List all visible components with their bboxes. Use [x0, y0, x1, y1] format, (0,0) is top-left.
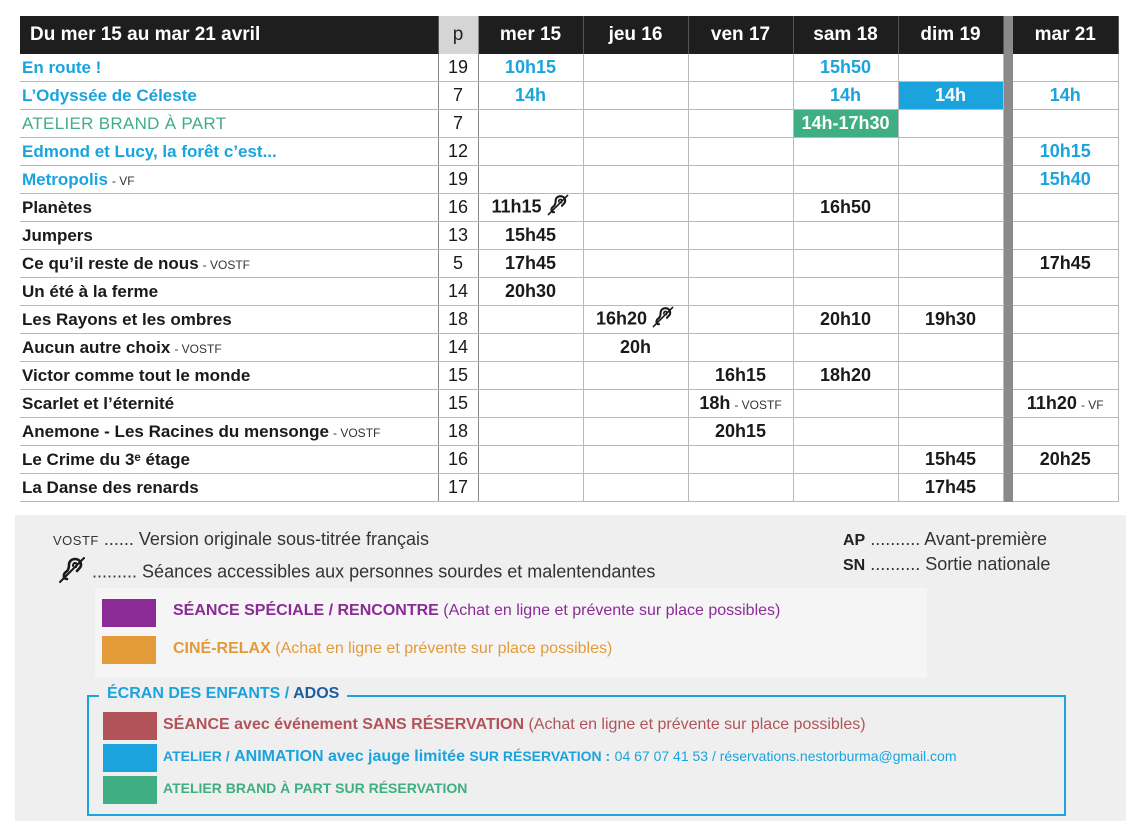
- showtime: 20h30: [504, 281, 557, 301]
- showtime-cell: [898, 474, 1003, 502]
- page-number: 17: [438, 474, 478, 502]
- showtime: 15h50: [819, 57, 872, 77]
- version-note: - VOSTF: [174, 341, 222, 356]
- legend-brand: [163, 780, 467, 796]
- film-title-cell: [20, 194, 438, 222]
- showtime-cell: [793, 362, 898, 390]
- film-row: [20, 390, 1118, 418]
- film-title: Jumpers: [22, 225, 93, 245]
- film-title: Edmond et Lucy, la forêt c’est...: [22, 141, 277, 161]
- film-title: Aucun autre choix: [22, 337, 171, 357]
- film-title-cell: [20, 446, 438, 474]
- film-title-cell: [20, 362, 438, 390]
- hearing-loop-icon: [546, 194, 570, 221]
- showtime-cell: [1013, 446, 1118, 474]
- film-row: [20, 250, 1118, 278]
- showtime-cell: [1013, 138, 1118, 166]
- showtime: 19h30: [924, 309, 977, 329]
- page-column-header: p: [438, 16, 478, 54]
- film-title-cell: [20, 54, 438, 82]
- showtime-cell: [793, 110, 898, 138]
- showtime: 16h50: [819, 197, 872, 217]
- showtime-cell: [898, 306, 1003, 334]
- showtime-cell: [478, 54, 583, 82]
- showtime: 17h45: [1039, 253, 1091, 273]
- version-note: - VOSTF: [202, 257, 250, 272]
- showtime-cell: [688, 82, 793, 110]
- showtime-cell: [478, 250, 583, 278]
- showtime-cell: [583, 166, 688, 194]
- hearing-loop-icon: [651, 306, 675, 333]
- showtime-cell: [583, 278, 688, 306]
- showtime-cell: [688, 250, 793, 278]
- film-title-cell: [20, 278, 438, 306]
- showtime-cell: [898, 138, 1003, 166]
- version-note: - VOSTF: [734, 398, 782, 412]
- film-row: [20, 418, 1118, 446]
- version-note: - VF: [111, 173, 135, 188]
- atelier-swatch: [103, 744, 157, 772]
- film-row: [20, 334, 1118, 362]
- accessibility-description: Séances accessibles aux personnes sourdes et malentendantes: [142, 561, 656, 582]
- leader-dots: ......: [103, 529, 134, 549]
- column-gap: [1003, 166, 1013, 194]
- legend-ap: [843, 529, 1047, 550]
- showtime-cell: [898, 278, 1003, 306]
- showtime-cell: [898, 334, 1003, 362]
- version-note: - VOSTF: [333, 425, 381, 440]
- legend-vostf: [53, 529, 429, 550]
- showtime-cell: [583, 306, 688, 334]
- page-number: 7: [438, 82, 478, 110]
- day-header: sam 18: [793, 16, 898, 54]
- day-header: ven 17: [688, 16, 793, 54]
- showtime: 20h25: [1039, 449, 1091, 469]
- showtime-cell: [1013, 362, 1118, 390]
- showtime: 15h45: [504, 225, 557, 245]
- special-label: SÉANCE SPÉCIALE / RENCONTRE: [173, 602, 439, 619]
- showtime-cell: [898, 390, 1003, 418]
- film-title: Victor comme tout le monde: [22, 365, 251, 385]
- film-title-cell: [20, 418, 438, 446]
- relax-label: CINÉ-RELAX: [173, 640, 271, 657]
- atelier-label: ANIMATION avec jauge limitée: [234, 748, 465, 765]
- showtime: 11h20: [1026, 393, 1077, 413]
- page-number: 14: [438, 278, 478, 306]
- showtime: 20h: [619, 337, 652, 357]
- column-gap: [1003, 278, 1013, 306]
- showtime-cell: [478, 138, 583, 166]
- film-title: Planètes: [22, 197, 92, 217]
- showtime-cell: [478, 166, 583, 194]
- showtime-cell: [793, 166, 898, 194]
- showtime-cell: [1013, 418, 1118, 446]
- column-gap: [1003, 474, 1013, 502]
- ados-title-part: ADOS: [293, 685, 340, 702]
- showtime-cell: [688, 110, 793, 138]
- film-row: [20, 54, 1118, 82]
- film-row: [20, 222, 1118, 250]
- film-title: Un été à la ferme: [22, 281, 159, 301]
- brand-swatch: [103, 776, 157, 804]
- showtime: 14h: [514, 85, 547, 105]
- showtime-cell: [688, 194, 793, 222]
- showtime-cell: [478, 222, 583, 250]
- showtime-cell: [478, 334, 583, 362]
- showtime-cell: [898, 54, 1003, 82]
- showtime: 10h15: [1039, 141, 1091, 161]
- legend-panel: [15, 515, 1126, 821]
- page-number: 13: [438, 222, 478, 250]
- atelier-label: ATELIER /: [163, 748, 230, 764]
- showtime-cell: [478, 418, 583, 446]
- event-note: (Achat en ligne et prévente sur place possibles): [528, 716, 866, 733]
- showtime: 16h20: [595, 308, 648, 329]
- column-gap: [1003, 390, 1013, 418]
- film-title: En route !: [22, 57, 102, 77]
- relax-swatch: [102, 636, 156, 664]
- atelier-contact: 04 67 07 41 53 / réservations.nestorburma@gmail.com: [614, 748, 957, 764]
- column-gap: [1003, 16, 1013, 54]
- column-gap: [1003, 222, 1013, 250]
- showtime-cell: [688, 54, 793, 82]
- page-number: 18: [438, 306, 478, 334]
- page-number: 15: [438, 362, 478, 390]
- showtime: 20h15: [714, 421, 767, 441]
- film-title: Anemone - Les Racines du mensonge: [22, 421, 330, 441]
- showtime-cell: [1013, 194, 1118, 222]
- showtime-cell: [583, 446, 688, 474]
- showtime-cell: [583, 418, 688, 446]
- relax-note: (Achat en ligne et prévente sur place possibles): [275, 640, 613, 657]
- special-swatch: [102, 599, 156, 627]
- film-title: Ce qu’il reste de nous: [22, 253, 199, 273]
- showtime: 16h15: [714, 365, 767, 385]
- showtime-cell: [793, 194, 898, 222]
- showtime-cell: [478, 390, 583, 418]
- column-gap: [1003, 334, 1013, 362]
- showtime-cell: [583, 250, 688, 278]
- film-title-cell: [20, 334, 438, 362]
- showtime: 15h40: [1039, 169, 1091, 189]
- legend-atelier: [163, 748, 957, 766]
- showtime-cell: [793, 222, 898, 250]
- showtime-cell: [583, 362, 688, 390]
- showtime-cell: [688, 334, 793, 362]
- column-gap: [1003, 306, 1013, 334]
- showtime-cell: [793, 82, 898, 110]
- showtime-cell: [793, 418, 898, 446]
- showtime-cell: [478, 82, 583, 110]
- showtime-cell: [898, 446, 1003, 474]
- showtime: 17h45: [924, 477, 977, 497]
- showtime: 14h-17h30: [801, 113, 890, 133]
- showtime-cell: [1013, 278, 1118, 306]
- leader-dots: ..........: [870, 529, 921, 549]
- showtime-cell: [688, 166, 793, 194]
- showtime-cell: [478, 474, 583, 502]
- film-title: Le Crime du 3ᵉ étage: [22, 449, 190, 469]
- film-row: [20, 306, 1118, 334]
- legend-sn: [843, 554, 1050, 575]
- version-note: - VF: [1080, 398, 1104, 412]
- schedule-title: Du mer 15 au mar 21 avril: [20, 16, 438, 54]
- showtime: 10h15: [504, 57, 557, 77]
- showtime-cell: [688, 306, 793, 334]
- legend-accessibility: [53, 557, 655, 588]
- showtime: 18h20: [819, 365, 872, 385]
- showtime-cell: [478, 110, 583, 138]
- film-row: [20, 446, 1118, 474]
- showtime-cell: [688, 278, 793, 306]
- showtime-cell: [1013, 54, 1118, 82]
- showtime-cell: [1013, 82, 1118, 110]
- kids-legend-title: [99, 685, 347, 703]
- film-row: [20, 166, 1118, 194]
- showtime: 15h45: [924, 449, 977, 469]
- showtime: 18h: [699, 393, 731, 413]
- showtime-cell: [793, 138, 898, 166]
- showtime-cell: [583, 222, 688, 250]
- showtime: 14h: [1049, 85, 1081, 105]
- showtime-cell: [898, 222, 1003, 250]
- film-title: La Danse des renards: [22, 477, 199, 497]
- event-label: avec événement: [234, 716, 358, 733]
- showtime-cell: [793, 390, 898, 418]
- showtime-cell: [793, 306, 898, 334]
- showtime: 14h: [934, 85, 967, 105]
- film-row: [20, 362, 1118, 390]
- showtime-cell: [478, 362, 583, 390]
- showtime-cell: [583, 54, 688, 82]
- leader-dots: .........: [92, 561, 138, 582]
- showtime-cell: [898, 194, 1003, 222]
- film-title-cell: [20, 110, 438, 138]
- film-title: Metropolis: [22, 169, 108, 189]
- ap-description: Avant-première: [924, 529, 1048, 549]
- showtime-cell: [583, 390, 688, 418]
- showtime-cell: [688, 222, 793, 250]
- showtime: 20h10: [819, 309, 872, 329]
- film-row: [20, 194, 1118, 222]
- showtime-cell: [898, 166, 1003, 194]
- film-title: ATELIER BRAND À PART: [22, 113, 227, 133]
- showtime-cell: [898, 110, 1003, 138]
- showtime-cell: [583, 110, 688, 138]
- column-gap: [1003, 194, 1013, 222]
- day-header: jeu 16: [583, 16, 688, 54]
- page-number: 14: [438, 334, 478, 362]
- column-gap: [1003, 418, 1013, 446]
- film-title-cell: [20, 474, 438, 502]
- legend-special: [173, 602, 780, 620]
- showtime-cell: [1013, 474, 1118, 502]
- atelier-label: SUR RÉSERVATION :: [469, 748, 611, 764]
- special-note: (Achat en ligne et prévente sur place possibles): [443, 602, 781, 619]
- showtime-cell: [583, 334, 688, 362]
- page-number: 18: [438, 418, 478, 446]
- column-gap: [1003, 110, 1013, 138]
- showtime-cell: [1013, 110, 1118, 138]
- showtime-cell: [583, 194, 688, 222]
- showtime-cell: [793, 278, 898, 306]
- film-row: [20, 138, 1118, 166]
- showtime-cell: [1013, 222, 1118, 250]
- showtime-cell: [478, 194, 583, 222]
- showtime-cell: [898, 250, 1003, 278]
- showtime-cell: [583, 82, 688, 110]
- film-row: [20, 82, 1118, 110]
- page-number: 7: [438, 110, 478, 138]
- column-gap: [1003, 362, 1013, 390]
- film-title-cell: [20, 250, 438, 278]
- film-title-cell: [20, 138, 438, 166]
- page-number: 5: [438, 250, 478, 278]
- header-row: [20, 16, 1118, 54]
- page-number: 15: [438, 390, 478, 418]
- day-header: mar 21: [1013, 16, 1118, 54]
- film-title-cell: [20, 222, 438, 250]
- showtime-cell: [478, 278, 583, 306]
- column-gap: [1003, 82, 1013, 110]
- showtime-cell: [688, 138, 793, 166]
- schedule-table: [20, 16, 1119, 502]
- legend-event: [163, 716, 866, 734]
- showtime-cell: [793, 250, 898, 278]
- showtime-cell: [688, 418, 793, 446]
- column-gap: [1003, 446, 1013, 474]
- showtime-cell: [478, 306, 583, 334]
- event-label: SÉANCE: [163, 716, 230, 733]
- film-row: [20, 474, 1118, 502]
- showtime-cell: [583, 138, 688, 166]
- vostf-key: VOSTF: [53, 533, 99, 548]
- showtime-cell: [793, 54, 898, 82]
- showtime-cell: [793, 334, 898, 362]
- film-title: Les Rayons et les ombres: [22, 309, 232, 329]
- column-gap: [1003, 250, 1013, 278]
- showtime-cell: [1013, 306, 1118, 334]
- day-header: mer 15: [478, 16, 583, 54]
- showtime-cell: [688, 474, 793, 502]
- film-title: Scarlet et l’éternité: [22, 393, 175, 413]
- column-gap: [1003, 138, 1013, 166]
- showtime-cell: [688, 446, 793, 474]
- showtime-cell: [793, 474, 898, 502]
- page-number: 19: [438, 54, 478, 82]
- showtime-cell: [478, 446, 583, 474]
- page-number: 12: [438, 138, 478, 166]
- film-title-cell: [20, 306, 438, 334]
- showtime-cell: [1013, 334, 1118, 362]
- sn-key: SN: [843, 557, 866, 574]
- ap-key: AP: [843, 532, 866, 549]
- kids-title-part: ÉCRAN DES ENFANTS /: [107, 685, 290, 702]
- page-number: 19: [438, 166, 478, 194]
- event-label: SANS RÉSERVATION: [362, 716, 525, 733]
- showtime: 17h45: [504, 253, 557, 273]
- film-title: L’Odyssée de Céleste: [22, 85, 197, 105]
- brand-label: ATELIER BRAND À PART SUR RÉSERVATION: [163, 780, 468, 796]
- event-swatch: [103, 712, 157, 740]
- showtime-cell: [898, 362, 1003, 390]
- showtime-cell: [793, 446, 898, 474]
- showtime-cell: [898, 82, 1003, 110]
- showtime-cell: [688, 390, 793, 418]
- column-gap: [1003, 54, 1013, 82]
- vostf-description: Version originale sous-titrée français: [138, 529, 430, 549]
- sn-description: Sortie nationale: [925, 554, 1051, 574]
- film-row: [20, 278, 1118, 306]
- day-header: dim 19: [898, 16, 1003, 54]
- film-title-cell: [20, 82, 438, 110]
- hearing-loop-icon: [57, 557, 87, 588]
- legend-relax: [173, 640, 612, 658]
- leader-dots: ..........: [870, 554, 921, 574]
- page-number: 16: [438, 194, 478, 222]
- showtime-cell: [898, 418, 1003, 446]
- film-title-cell: [20, 166, 438, 194]
- film-row: [20, 110, 1118, 138]
- showtime-cell: [583, 474, 688, 502]
- showtime-cell: [1013, 166, 1118, 194]
- showtime-cell: [1013, 390, 1118, 418]
- showtime: 11h15: [491, 196, 542, 217]
- showtime-cell: [688, 362, 793, 390]
- showtime: 14h: [829, 85, 862, 105]
- page-number: 16: [438, 446, 478, 474]
- film-title-cell: [20, 390, 438, 418]
- showtime-cell: [1013, 250, 1118, 278]
